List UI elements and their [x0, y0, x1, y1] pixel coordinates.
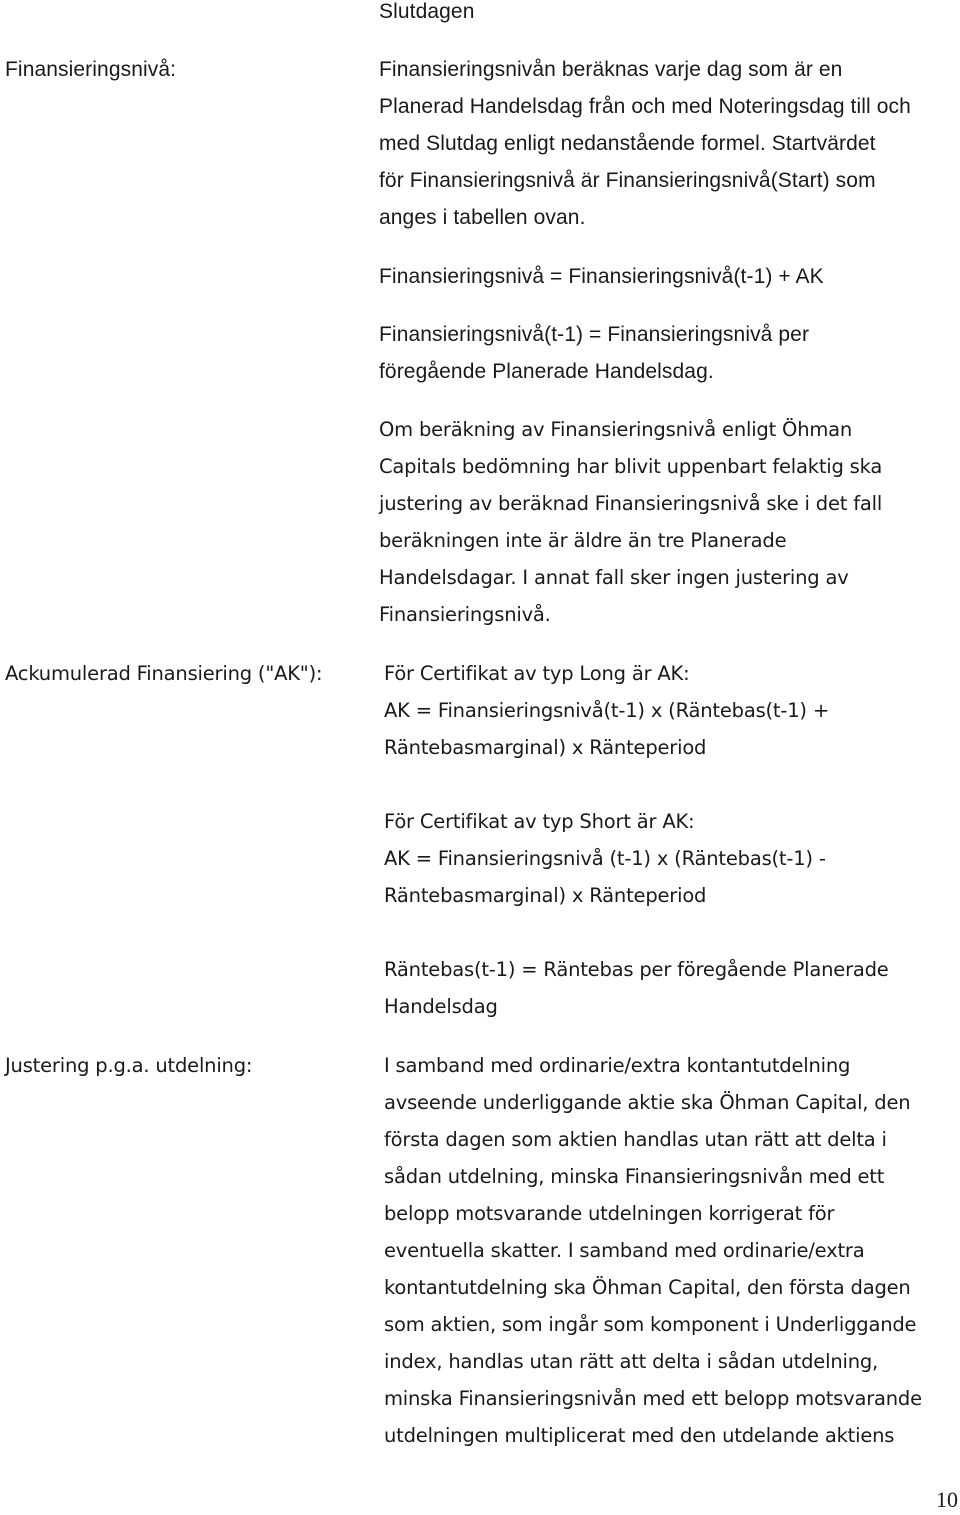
text-line: eventuella skatter. I samband med ordinarie/extra — [384, 1239, 865, 1262]
text-line: Planerad Handelsdag från och med Noteringsdag till och — [379, 95, 911, 118]
page-number: 10 — [936, 1487, 958, 1512]
dividend-adjustment-label: Justering p.g.a. utdelning: — [5, 1054, 253, 1077]
text-line: första dagen som aktien handlas utan rätt att delta i — [384, 1128, 887, 1151]
text-line: Räntebasmarginal) x Ränteperiod — [384, 736, 707, 759]
text-line: Finansieringsnivån beräknas varje dag som är en — [379, 58, 843, 81]
text-line: utdelningen multiplicerat med den utdelande aktiens — [384, 1424, 895, 1447]
text-line: För Certifikat av typ Long är AK: — [384, 662, 690, 685]
text-line: Capitals bedömning har blivit uppenbart felaktig ska — [379, 455, 883, 478]
rate-base-definition — [384, 951, 889, 1025]
dividend-adjustment-text — [384, 1047, 922, 1454]
text-line: anges i tabellen ovan. — [379, 206, 586, 229]
text-line: Räntebasmarginal) x Ränteperiod — [384, 884, 707, 907]
text-line: minska Finansieringsnivån med ett belopp motsvarande — [384, 1387, 922, 1410]
financing-level-definition — [379, 316, 809, 390]
accumulated-financing-label: Ackumulerad Finansiering ("AK"): — [5, 662, 323, 685]
text-line: belopp motsvarande utdelningen korrigerat för — [384, 1202, 835, 1225]
financing-level-adjustment — [379, 411, 882, 633]
text-line: Räntebas(t-1) = Räntebas per föregående Planerade — [384, 958, 889, 981]
text-line: med Slutdag enligt nedanstående formel. Startvärdet — [379, 132, 876, 155]
text-line: för Finansieringsnivå är Finansieringsnivå(Start) som — [379, 169, 876, 192]
text-line: Finansieringsnivå. — [379, 603, 551, 626]
financing-level-label: Finansieringsnivå: — [5, 58, 177, 81]
accumulated-financing-long — [384, 655, 829, 766]
text-line: Finansieringsnivå(t-1) = Finansieringsnivå per — [379, 323, 810, 346]
text-line: AK = Finansieringsnivå (t-1) x (Räntebas(t-1) - — [384, 847, 826, 870]
text-line: som aktien, som ingår som komponent i Underliggande — [384, 1313, 917, 1336]
financing-level-description — [379, 51, 911, 236]
text-line: AK = Finansieringsnivå(t-1) x (Räntebas(t-1) + — [384, 699, 829, 722]
text-line: kontantutdelning ska Öhman Capital, den första dagen — [384, 1276, 911, 1299]
financing-level-formula — [379, 258, 824, 295]
continuation-text — [379, 0, 474, 30]
text-line: föregående Planerade Handelsdag. — [379, 360, 714, 383]
accumulated-financing-short — [384, 803, 826, 914]
text-line: För Certifikat av typ Short är AK: — [384, 810, 695, 833]
text-line: beräkningen inte är äldre än tre Planerade — [379, 529, 787, 552]
text-line: Handelsdagar. I annat fall sker ingen justering av — [379, 566, 849, 589]
text-line: sådan utdelning, minska Finansieringsnivån med ett — [384, 1165, 885, 1188]
text-line: avseende underliggande aktie ska Öhman Capital, den — [384, 1091, 911, 1114]
text-line: Handelsdag — [384, 995, 498, 1018]
text-line: I samband med ordinarie/extra kontantutdelning — [384, 1054, 851, 1077]
text-line: Om beräkning av Finansieringsnivå enligt Öhman — [379, 418, 853, 441]
text-line: justering av beräknad Finansieringsnivå ske i det fall — [379, 492, 883, 515]
text-line: Finansieringsnivå = Finansieringsnivå(t-1) + AK — [379, 265, 824, 288]
text-line: Slutdagen — [379, 0, 475, 23]
text-line: index, handlas utan rätt att delta i sådan utdelning, — [384, 1350, 879, 1373]
